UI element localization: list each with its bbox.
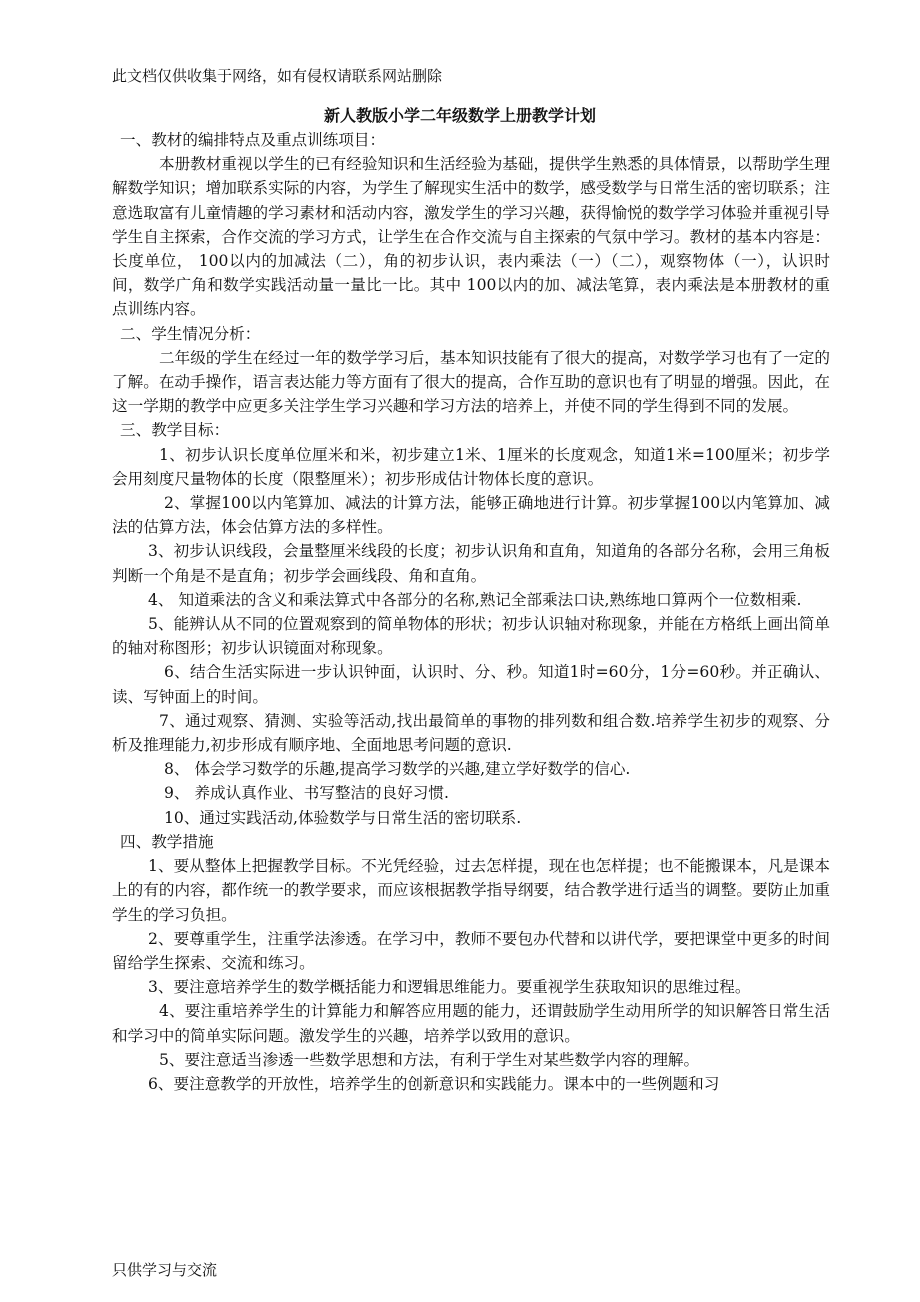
list-item: 2、掌握100以内笔算加、减法的计算方法，能够正确地进行计算。初步掌握100以内笔算加、减法的估算方法，体会估算方法的多样性。	[112, 494, 830, 537]
list-item: 4、 知道乘法的含义和乘法算式中各部分的名称,熟记全部乘法口诀,熟练地口算两个一位数相乘.	[148, 590, 802, 609]
list-item: 5、要注意适当渗透一些数学思想和方法，有利于学生对某些数学内容的理解。	[159, 1050, 700, 1069]
header-note: 此文档仅供收集于网络，如有侵权请联系网站删除	[112, 67, 443, 85]
list-item: 8、 体会学习数学的乐趣,提高学习数学的兴趣,建立学好数学的信心.	[164, 760, 631, 779]
footer-note: 只供学习与交流	[112, 1261, 218, 1279]
list-item: 3、初步认识线段，会量整厘米线段的长度；初步认识角和直角，知道角的各部分名称，会用三角板判断一个角是不是直角；初步学会画线段、角和直角。	[112, 542, 830, 585]
section-heading: 四、教学措施	[120, 832, 214, 851]
document-body	[112, 128, 830, 1096]
list-item: 5、能辨认从不同的位置观察到的简单物体的形状；初步认识轴对称现象，并能在方格纸上画出简单的轴对称图形；初步认识镜面对称现象。	[112, 615, 830, 658]
list-item: 6、要注意教学的开放性，培养学生的创新意识和实践能力。课本中的一些例题和习	[148, 1074, 720, 1093]
list-item: 1、要从整体上把握教学目标。不光凭经验，过去怎样提，现在也怎样提；也不能搬课本，凡是课本上的有的内容，都作统一的教学要求，而应该根据教学指导纲要，结合教学进行适当的调整。要防止加重学生的学习负担。	[112, 857, 830, 924]
list-item: 7、通过观察、猜测、实验等活动,找出最简单的事物的排列数和组合数.培养学生初步的观察、分析及推理能力,初步形成有顺序地、全面地思考问题的意识.	[112, 711, 830, 755]
list-item: 10、通过实践活动,体验数学与日常生活的密切联系.	[164, 808, 522, 827]
list-item: 6、结合生活实际进一步认识钟面，认识时、分、秒。知道1时=60分，1分=60秒。并正确认、读、写钟面上的时间。	[112, 663, 830, 706]
list-item: 9、 养成认真作业、书写整洁的良好习惯.	[164, 784, 449, 803]
document-title: 新人教版小学二年级数学上册教学计划	[323, 106, 596, 125]
list-item: 2、要尊重学生，注重学法渗透。在学习中，教师不要包办代替和以讲代学，要把课堂中更多的时间留给学生探索、交流和练习。	[112, 929, 830, 972]
section-heading: 三、教学目标：	[120, 421, 230, 440]
section-heading: 二、学生情况分析：	[120, 324, 261, 343]
section-heading: 一、教材的编排特点及重点训练项目：	[120, 131, 386, 149]
list-item: 1、初步认识长度单位厘米和米，初步建立1米、1厘米的长度观念，知道1米=100厘米；初步学会用刻度尺量物体的长度（限整厘米）；初步形成估计物体长度的意识。	[112, 445, 830, 488]
list-item: 3、要注意培养学生的数学概括能力和逻辑思维能力。要重视学生获取知识的思维过程。	[148, 978, 751, 997]
paragraph: 二年级的学生在经过一年的数学学习后，基本知识技能有了很大的提高，对数学学习也有了一定的了解。在动手操作，语言表达能力等方面有了很大的提高，合作互助的意识也有了明显的增强。因此，在这一学期的教学中应更多关注学生学习兴趣和学习方法的培养上，并使不同的学生得到不同的发展。	[112, 348, 830, 416]
list-item: 4、要注重培养学生的计算能力和解答应用题的能力，还谓鼓励学生动用所学的知识解答日常生活和学习中的简单实际问题。激发学生的兴趣，培养学以致用的意识。	[112, 1002, 830, 1045]
paragraph: 本册教材重视以学生的已有经验知识和生活经验为基础，提供学生熟悉的具体情景，以帮助学生理解数学知识；增加联系实际的内容，为学生了解现实生活中的数学，感受数学与日常生活的密切联系；注意选取富有儿童情趣的学习素材和活动内容，激发学生的学习兴趣，获得愉悦的数学学习体验并重视引导学生自主探索，合作交流的学习方式，让学生在合作交流与自主探索的气氛中学习。教材的基本内容是：长度单位， 100以内的加减法（二），角的初步认识，表内乘法（一）（二），观察物体（一），认识时间，数学广角和数学实践活动量一量比一比。其中 100以内的加、减法笔算，表内乘法是本册教材的重点训练内容。	[112, 155, 830, 319]
